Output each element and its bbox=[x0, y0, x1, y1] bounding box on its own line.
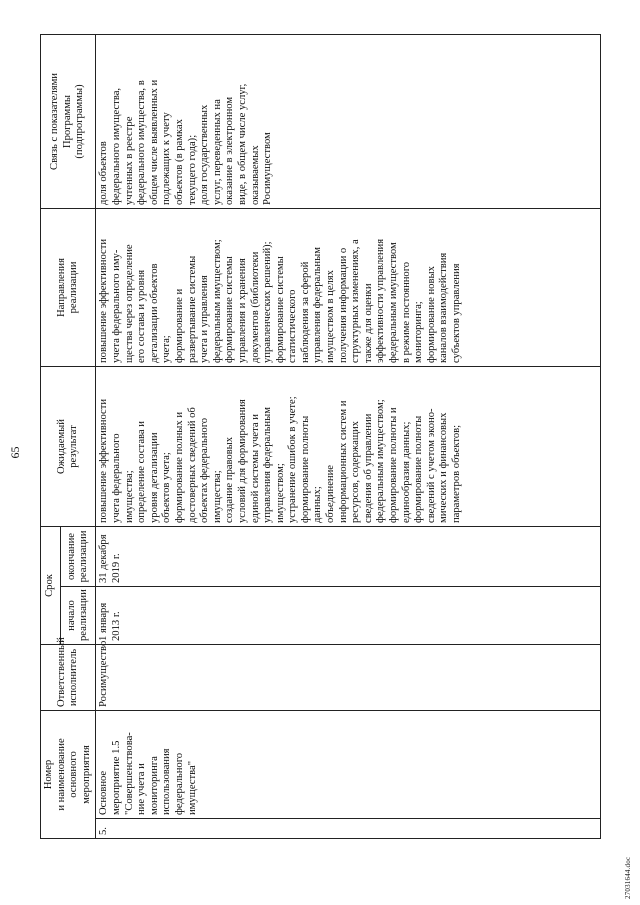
row-expected-result: повышение эффективности учета федерального имущества; определение состава и уровня детализации объектов учета; формирование полных и достоверных сведений об объектах федерального имущества; создание правовых условий для формирования единой системы учета и управления федеральным имуществом; устранение ошибок в учете; формирование полноты данных; объединение информационных систем и ресурсов, содержащих сведения об управлении федеральным имуществом; формирование полноты и единообразия данных; формирование полноты сведений с учетом эконо- мических и финансовых параметров объектов; bbox=[96, 367, 601, 527]
footer-document-id: 27031644.doc bbox=[624, 856, 632, 899]
row-measure-name: Основное мероприятие 1.5 "Совершенствова- ние учета и мониторинга использования федерального имущества" bbox=[96, 711, 601, 819]
header-directions: Направления реализации bbox=[41, 209, 96, 367]
header-expected-result: Ожидаемый результат bbox=[41, 367, 96, 527]
row-link: доля объектов федерального имущества, учтенных в реестре федерального имущества, в общем числе выявленных и подлежащих к учету объектов (в рамках текущего года); доля государственных услуг, переведенных на оказание в электронном виде, в общем числе услуг, оказываемых Росимуществом bbox=[96, 35, 601, 209]
header-executor: Ответственный исполнитель bbox=[41, 645, 96, 711]
measures-table bbox=[40, 34, 601, 839]
header-row-1 bbox=[41, 35, 61, 839]
header-number-name: Номер и наименование основного мероприятия bbox=[41, 711, 96, 839]
table-row bbox=[96, 35, 601, 839]
header-start: начало реализации bbox=[61, 587, 96, 645]
row-end: 31 декабря 2019 г. bbox=[96, 527, 601, 587]
row-number: 5. bbox=[96, 819, 601, 839]
row-start: 1 января 2013 г. bbox=[96, 587, 601, 645]
row-executor: Росимущество bbox=[96, 645, 601, 711]
page-number: 65 bbox=[8, 446, 22, 459]
row-directions: повышение эффективности учета федерального иму- щества через определение его состава и уровня детализации объектов учета; формирование и развертывание системы учета и управления федеральным имуществом; формирование системы управления и хранения документов (библиотеки управленческих решений); формирование системы статистического наблюдения за сферой управления федеральным имуществом в целях получения информации о структурных изменениях, а также для оценки эффективности управления федеральным имуществом в режиме постоянного мониторинга; формирование новых каналов взаимодействия субъектов управления bbox=[96, 209, 601, 367]
header-end: окончание реализации bbox=[61, 527, 96, 587]
header-term: Срок bbox=[41, 527, 61, 645]
header-link: Связь с показателями Программы (подпрограммы) bbox=[41, 35, 96, 209]
